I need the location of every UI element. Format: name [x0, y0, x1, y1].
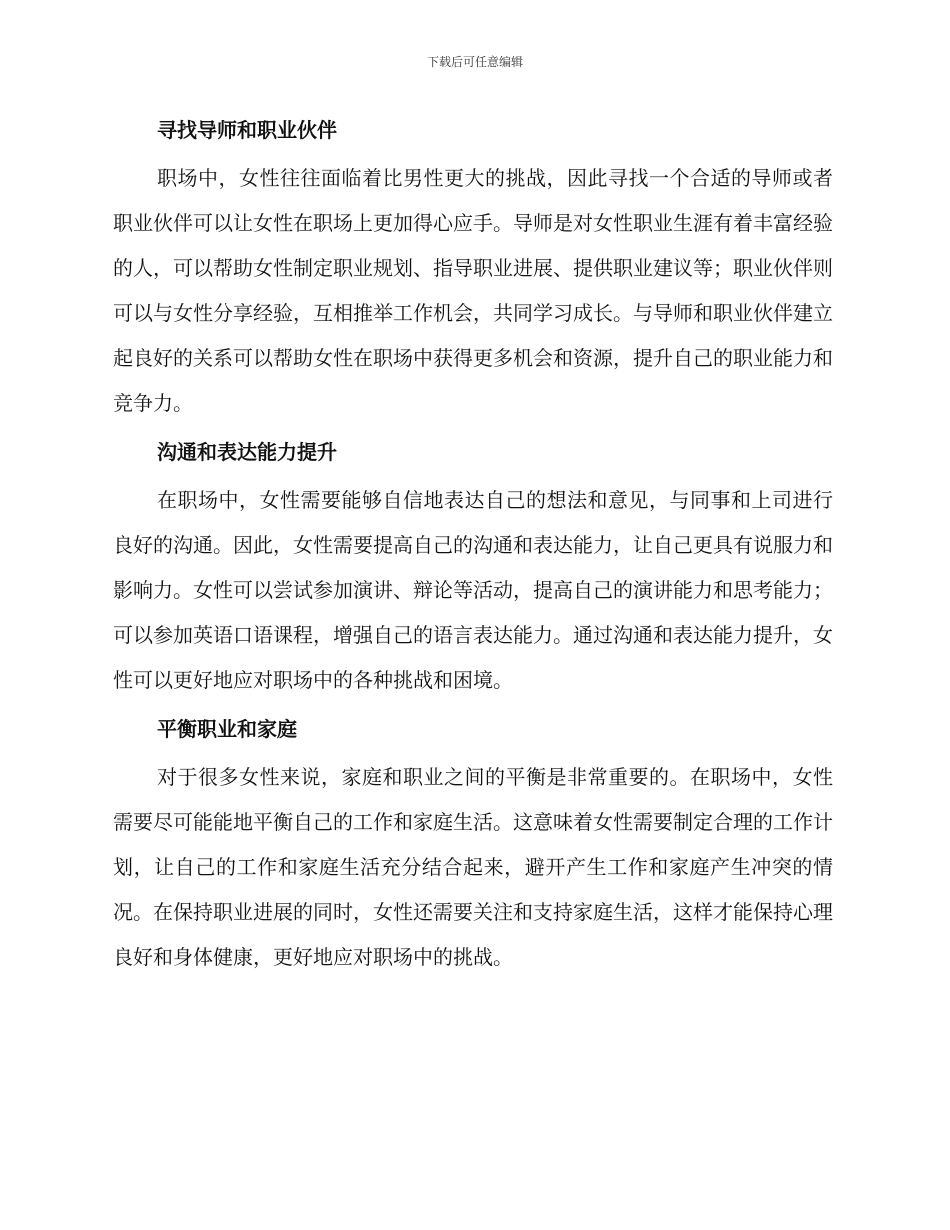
document-body: [113, 110, 833, 986]
section-paragraph-mentor: 职场中，女性往往面临着比男性更大的挑战，因此寻找一个合适的导师或者职业伙伴可以让女性在职场上更加得心应手。导师是对女性职业生涯有着丰富经验的人，可以帮助女性制定职业规划、指导职业进展、提供职业建议等；职业伙伴则可以与女性分享经验，互相推举工作机会，共同学习成长。与导师和职业伙伴建立起良好的关系可以帮助女性在职场中获得更多机会和资源，提升自己的职业能力和竞争力。: [113, 166, 833, 415]
section-paragraph-communication: 在职场中，女性需要能够自信地表达自己的想法和意见，与同事和上司进行良好的沟通。因此，女性需要提高自己的沟通和表达能力，让自己更具有说服力和影响力。女性可以尝试参加演讲、辩论等活动，提高自己的演讲能力和思考能力；可以参加英语口语课程，增强自己的语言表达能力。通过沟通和表达能力提升，女性可以更好地应对职场中的各种挑战和困境。: [113, 488, 833, 692]
section-title-mentor: 寻找导师和职业伙伴: [157, 118, 337, 142]
page-header: 下载后可任意编辑: [426, 55, 523, 69]
section-title-communication: 沟通和表达能力提升: [157, 440, 337, 464]
section-title-balance: 平衡职业和家庭: [157, 717, 297, 741]
section-paragraph-balance: 对于很多女性来说，家庭和职业之间的平衡是非常重要的。在职场中，女性需要尽可能能地平衡自己的工作和家庭生活。这意味着女性需要制定合理的工作计划，让自己的工作和家庭生活充分结合起来，避开产生工作和家庭产生冲突的情况。在保持职业进展的同时，女性还需要关注和支持家庭生活，这样才能保持心理良好和身体健康，更好地应对职场中的挑战。: [113, 765, 833, 969]
